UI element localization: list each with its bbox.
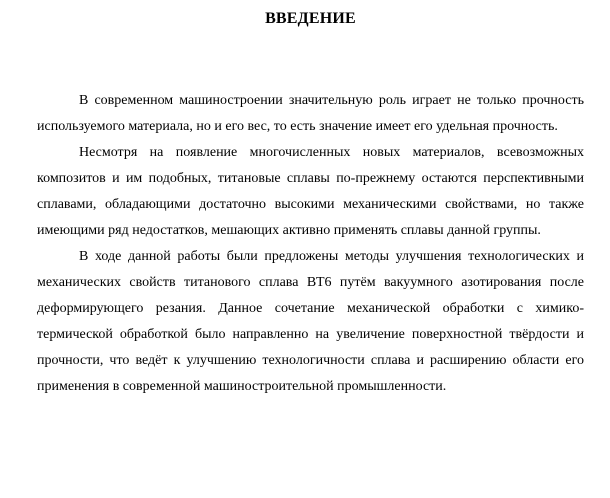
- page-title: ВВЕДЕНИЕ: [265, 10, 356, 27]
- paragraph-1: В современном машиностроении значительную роль играет не только прочность используемого материала, но и его вес, то есть значение имеет его удельная прочность.: [37, 93, 584, 134]
- paragraph-2: Несмотря на появление многочисленных новых материалов, всевозможных композитов и им подобных, титановые сплавы по-прежнему остаются перспективными сплавами, обладающими достаточно высокими механическими свойствами, но также имеющими ряд недостатков, мешающих активно применять сплавы данной группы.: [37, 145, 584, 238]
- paragraph-3: В ходе данной работы были предложены методы улучшения технологических и механических свойств титанового сплава ВТ6 путём вакуумного азотирования после деформирующего резания. Данное сочетание механической обработки с химико-термической обработкой было направленно на увеличение поверхностной твёрдости и прочности, что ведёт к улучшению технологичности сплава и расширению области его применения в современной машиностроительной промышленности.: [37, 249, 584, 394]
- document-body: [37, 88, 584, 400]
